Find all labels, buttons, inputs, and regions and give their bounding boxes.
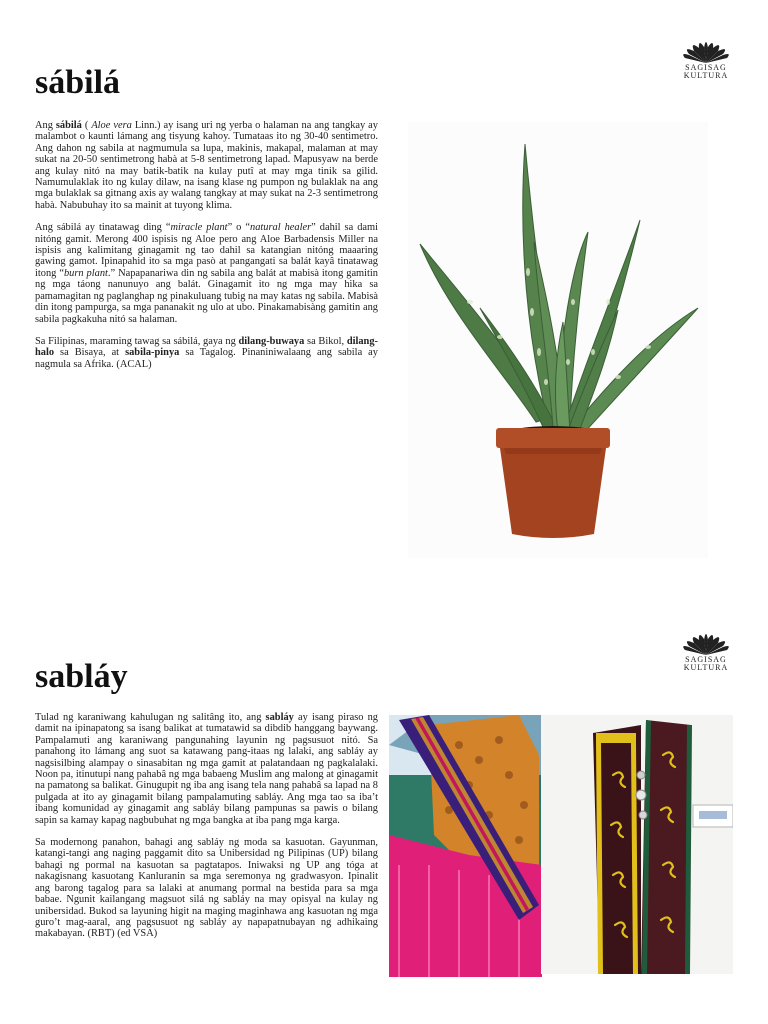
- paragraph: [35, 712, 378, 826]
- entry-body: [35, 712, 378, 951]
- logo-line-1: SAGISAG: [685, 63, 727, 72]
- logo-line-2: KULTURA: [683, 71, 729, 80]
- sablay-photo-up: [541, 715, 733, 974]
- term-italic: miracle plant: [170, 222, 228, 234]
- text: Tulad ng karaniwang kahulugan ng salitâng ito, ang: [35, 712, 266, 723]
- text: sa Bikol,: [304, 335, 347, 347]
- term-bold: dilang-halo: [35, 335, 378, 359]
- paragraph: [35, 120, 378, 211]
- text: Linn.) ay isang uri ng yerba o halaman na ang tangkay ay malambot o kaunti lámang ang tisyung kahoy. Tumataas ito ng 30-40 sentimetro. Ang dahon ng sabila at nagmumula sa lupa, makinis, makapal, malaman at may sukat na 20-50 sentimetrong habà at 5-8 sentimetrong lapad. Mapusyaw na berde ang kulay nitó na may batik-batik na kulay putî at may mga tinik sa gilid. Namumulaklak ito ng kulay dilaw, na isang klase ng pumpon ng bulaklak na ang mga bulaklak sa gitnang axis ay walang tangkay at may sukat na 2-3 sentimetrong habà. Nabubuhay ito sa mainit at tuyong klima.: [35, 120, 378, 211]
- paragraph: [35, 837, 378, 940]
- text: (: [81, 120, 92, 131]
- paragraph: [35, 222, 378, 325]
- text: ” dahil sa dami nitóng gamit. Merong 400 ispisis ng Aloe pero ang Aloe Barbadensis Miller na ispisis ang kalimitang ginagamit ng tao dahil sa katangian nitóng maaaring gawing gamot. Ipinapahid ito sa mga pasò at pangangati sa balát kayâ tinatawag itong “: [35, 222, 378, 279]
- sagisag-kultura-logo: [676, 34, 736, 80]
- term-italic: burn plant: [63, 267, 108, 279]
- term-italic: natural healer: [250, 222, 312, 234]
- sablay-up-illustration: [541, 715, 733, 974]
- entry-body: [35, 120, 378, 381]
- term-bold: sabláy: [265, 712, 294, 723]
- text: Ang: [35, 120, 56, 131]
- term-bold: sabila-pinya: [125, 347, 180, 359]
- logo-fan-icon: [680, 34, 732, 64]
- term-bold: dilang-buwaya: [238, 335, 305, 347]
- text: sa Bisaya, at: [54, 347, 126, 359]
- sablay-photo-colorful: [389, 715, 542, 977]
- entry-title: sabláy: [35, 658, 128, 695]
- text: Sa Filipinas, maraming tawag sa sábilá, gaya ng: [35, 335, 239, 347]
- text: ” o “: [227, 222, 250, 234]
- aloe-illustration: [408, 122, 708, 558]
- entry-sablay: [0, 600, 768, 1024]
- sablay-colorful-illustration: [389, 715, 542, 977]
- logo-line-2: KULTURA: [683, 663, 729, 672]
- text: Ang sábilá ay tinatawag ding “: [35, 222, 171, 234]
- text: ay isang piraso ng damit na ipinapatong sa isang balikat at tumatawid sa dibdib hanggang baywang. Pampalamuti ang karaniwang pangunahing layunin ng pagsusuot nitó. Sa panahong ito lámang ang suot sa katawang pang-itaas ng lalaki, ang sabláy ay nagsisilbing alampay o sinasabitan ng mga gamit at palatandaan ng pagkalalaki. Noon pa, itinutupi nang pahabâ ng mga babaeng Muslim ang malong at ginagamit na pamatong sa balikat. Ginugupit ng iba ang isang tela nang pahabâ sa lapad na 8 pulgada at ito ay ginagamit bilang pampalamuting sabláy. Ang mga tao sa iba’t ibang komunidad ay ginagamit ang sabláy bilang pampunas sa pawis o bilang sapin sa kamay kapag nagbubuhat ng mga bangka at iba pang mga karga.: [35, 712, 378, 826]
- logo-line-1: SAGISAG: [685, 655, 727, 664]
- logo-fan-icon: [680, 626, 732, 656]
- paragraph: [35, 336, 378, 370]
- text: .” Napapanariwa din ng sabila ang balát at mabisà itong gamitin ng mga táong nanunuyo ang balát. Ginagamit ito ng mga may hika sa pamamagitan ng paglanghap ng pinakuluang tubig na may katas ng sabila. Mabisà din itong pampurga, sa mga pananakit ng ulo at ubo. Pinakamabisàng gamitin ang sabila pagkakuha nitó sa halaman.: [35, 267, 378, 325]
- text: sa Tagalog. Pinaniniwalaang ang sabila ay nagmula sa Afrika. (ACAL): [35, 347, 378, 370]
- term-bold: sábilá: [55, 120, 82, 131]
- text: Sa modernong panahon, bahagi ang sabláy ng moda sa kasuotan. Gayunman, katangi-tangi ang naging paggamit dito sa Unibersidad ng Pilipinas (UP) bilang bahagi ng pormal na kasuotan sa pagtatapos. Iniwaksi ng UP ang tóga at nakagisnang kasuotang Kanluranin sa mga seremonya ng gradwasyon. Ipinalit ang barong tagalog para sa lalaki at anumang pormal na bestida para sa mga babae. Ngunit kailangang magsuot silá ng sabláy na may opisyal na kulay ng unibersidad. Bukod sa layuning higit na maging maginhawa ang kasuotan ng mga guro’t mag-aaral, ang pagsusuot ng sabláy ay napapatnubayan ng adhikaing makabayan. (RBT) (ed VSA): [35, 837, 378, 940]
- aloe-plant-photo: [408, 122, 708, 558]
- sagisag-kultura-logo: [676, 626, 736, 672]
- entry-title: sábilá: [35, 64, 121, 101]
- scientific-name: Aloe vera: [91, 120, 132, 131]
